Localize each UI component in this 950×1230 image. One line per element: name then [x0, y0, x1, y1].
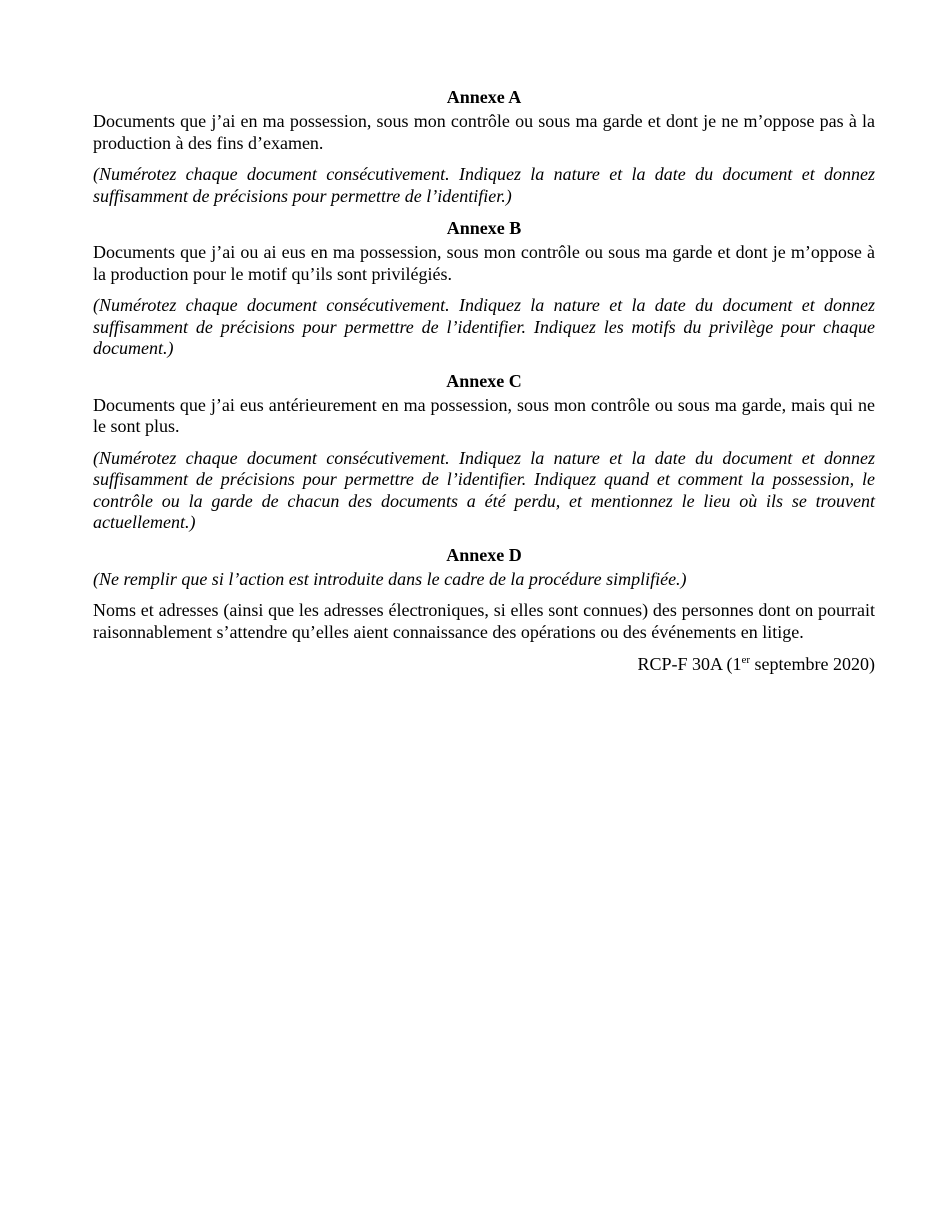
annex-c-instructions: (Numérotez chaque document consécutivement. Indiquez la nature et la date du document et donnez suffisamment de précisions pour permettre de l’identifier. Indiquez quand et comment la possession, le contrôle ou la garde de chacun des documents a été perdu, et mentionnez le lieu où ils se trouvent actuellement.): [93, 447, 875, 532]
annex-a-section: [93, 86, 875, 207]
annex-d-instructions: (Ne remplir que si l’action est introduite dans le cadre de la procédure simplifiée.): [93, 568, 687, 589]
annex-b-title: Annexe B: [446, 218, 522, 238]
annex-d-title: Annexe D: [446, 544, 522, 565]
annex-b-section: [93, 217, 875, 360]
form-footer: [93, 653, 875, 675]
annex-d-body: Noms et adresses (ainsi que les adresses électroniques, si elles sont connues) des personnes dont on pourrait raisonnablement s’attendre qu’elles aient connaissance des opérations ou des événements en litige.: [93, 600, 875, 642]
annex-b-instructions: (Numérotez chaque document consécutivement. Indiquez la nature et la date du document et donnez suffisamment de précisions pour permettre de l’identifier. Indiquez les motifs du privilège pour chaque document.): [93, 295, 875, 358]
annex-c-title: Annexe C: [446, 370, 522, 391]
form-code: RCP-F 30A (1: [637, 654, 742, 674]
form-date: septembre 2020): [750, 654, 875, 674]
document-page: [93, 86, 875, 675]
annex-c-body: Documents que j’ai eus antérieurement en ma possession, sous mon contrôle ou sous ma garde, mais qui ne le sont plus.: [93, 394, 875, 436]
annex-c-section: [93, 370, 875, 534]
annex-b-body: Documents que j’ai ou ai eus en ma possession, sous mon contrôle ou sous ma garde et dont je m’oppose à la production pour le motif qu’ils sont privilégiés.: [93, 242, 875, 284]
annex-a-title: Annexe A: [446, 87, 522, 107]
annex-a-body: Documents que j’ai en ma possession, sous mon contrôle ou sous ma garde et dont je ne m’oppose pas à la production à des fins d’examen.: [93, 111, 875, 153]
annex-d-section: [93, 544, 875, 644]
ordinal-superscript: er: [741, 654, 751, 666]
annex-a-instructions: (Numérotez chaque document consécutivement. Indiquez la nature et la date du document et donnez suffisamment de précisions pour permettre de l’identifier.): [93, 164, 875, 206]
